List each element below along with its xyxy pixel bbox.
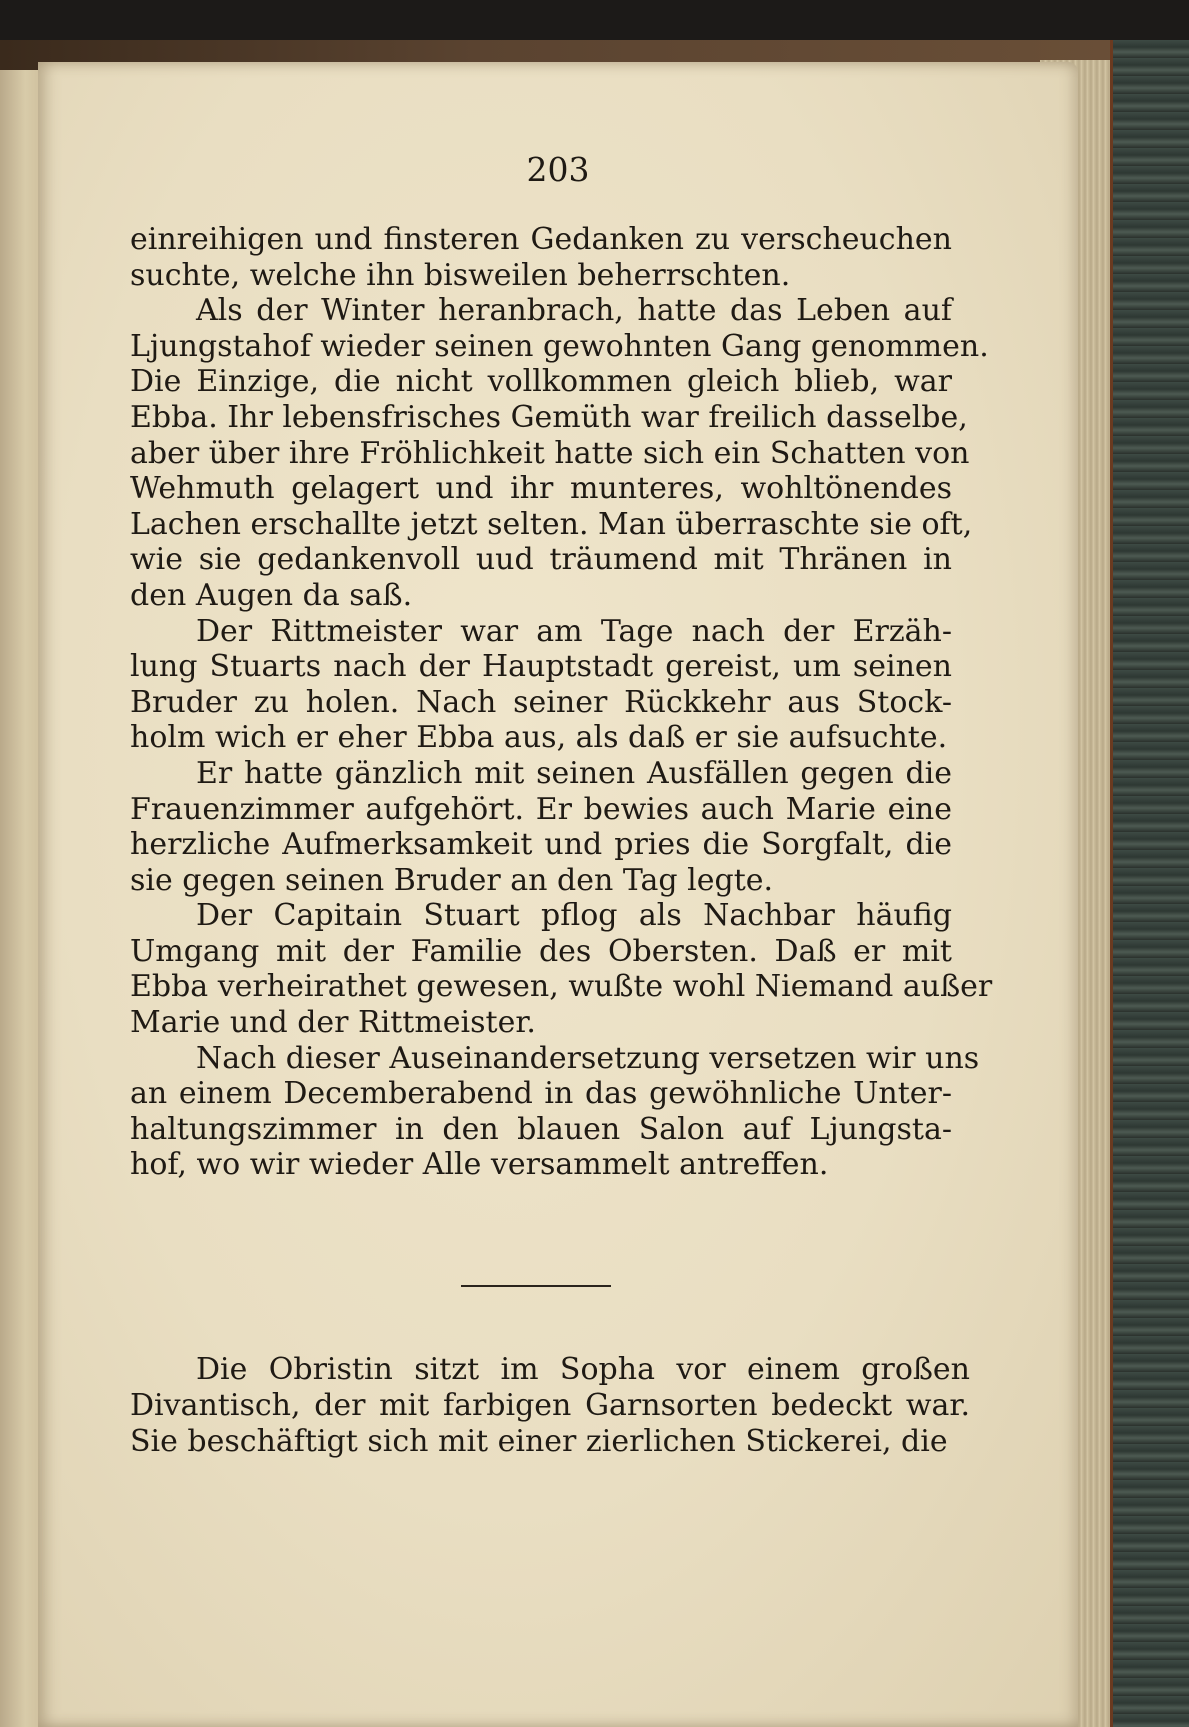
book-cover-spine [1110,40,1189,1727]
text-line: Lachen erschallte jetzt selten. Man überraschte sie oft, [130,506,973,542]
text-line: Umgang mit der Familie des Obersten. Daß er mit [130,933,952,969]
text-line: Sie beschäftigt sich mit einer zierlichen Stickerei, die [130,1424,948,1459]
text-line: Bruder zu holen. Nach seiner Rückkehr aus Stock- [130,684,952,720]
continuation-text-block [130,1352,970,1460]
paragraph [130,1040,980,1183]
text-line: Marie und der Rittmeister. [130,1005,536,1041]
text-line: lung Stuarts nach der Hauptstadt gereist, um seinen [130,649,952,685]
text-line: herzliche Aufmerksamkeit und pries die Sorgfalt, die [130,827,952,863]
text-line: Die Obristin sitzt im Sopha vor einem großen [196,1352,970,1387]
paragraph [130,756,952,898]
paragraph [130,614,952,756]
paragraph [130,1352,970,1460]
text-line: Ebba verheirathet gewesen, wußte wohl Niemand außer [130,969,993,1005]
text-line: suchte, welche ihn bisweilen beherrschten. [130,257,791,293]
paragraph [130,293,989,613]
text-line: einreihigen und finsteren Gedanken zu verscheuchen [130,222,952,257]
text-line: Der Rittmeister war am Tage nach der Erzäh- [196,613,952,649]
paragraph [130,898,993,1041]
text-line: Nach dieser Auseinandersetzung versetzen wir uns [196,1040,980,1076]
text-line: haltungszimmer in den blauen Salon auf Ljungsta- [130,1111,952,1147]
text-line: Als der Winter heranbrach, hatte das Leben auf [196,293,952,329]
text-line: Frauenzimmer aufgehört. Er bewies auch Marie eine [130,791,952,827]
text-line: holm wich er eher Ebba aus, als daß er sie aufsuchte. [130,720,948,756]
section-divider-rule [461,1285,611,1287]
text-line: Ljungstahof wieder seinen gewohnten Gang genommen. [130,328,989,364]
text-line: an einem Decemberabend in das gewöhnliche Unter- [130,1076,952,1112]
text-line: Er hatte gänzlich mit seinen Ausfällen gegen die [196,755,952,791]
text-line: hof, wo wir wieder Alle versammelt antreffen. [130,1147,829,1183]
text-line: sie gegen seinen Bruder an den Tag legte. [130,862,774,898]
text-line: Die Einzige, die nicht vollkommen gleich blieb, war [130,364,952,400]
text-line: Ebba. Ihr lebensfrisches Gemüth war freilich dasselbe, [130,399,968,435]
text-line: Der Capitain Stuart pflog als Nachbar häufig [196,898,952,934]
text-line: aber über ihre Fröhlichkeit hatte sich ein Schatten von [130,435,970,471]
text-line: Divantisch, der mit farbigen Garnsorten bedeckt war. [130,1388,970,1423]
text-line: Wehmuth gelagert und ihr munteres, wohltönendes [130,471,952,507]
main-text-block [130,222,993,1183]
book-page [38,62,1078,1727]
text-line: den Augen da saß. [130,577,413,613]
paragraph [130,222,952,293]
text-line: wie sie gedankenvoll uud träumend mit Thränen in [130,542,952,578]
page-number: 203 [526,150,590,189]
